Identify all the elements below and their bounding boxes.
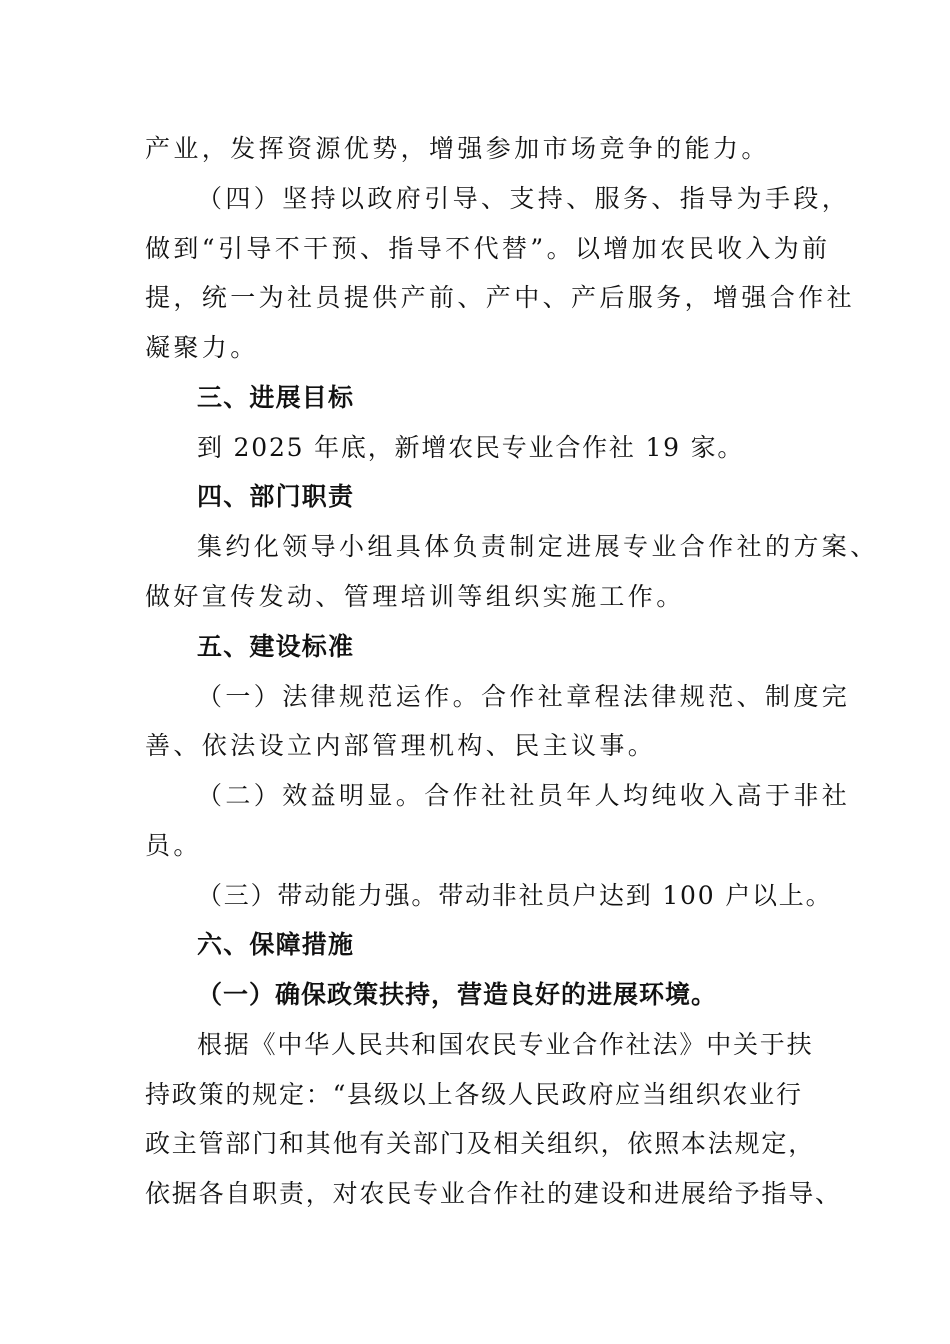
body-text-line: 做好宣传发动、管理培训等组织实施工作。 <box>145 582 685 611</box>
body-text-line: （四）坚持以政府引导、支持、服务、指导为手段， <box>197 184 851 213</box>
section-heading-standards: 五、建设标准 <box>197 632 355 661</box>
body-text-line: 产业，发挥资源优势，增强参加市场竞争的能力。 <box>145 134 770 163</box>
body-text-line: 员。 <box>145 831 202 860</box>
section-heading-duties: 四、部门职责 <box>197 482 355 511</box>
section-heading-measures: 六、保障措施 <box>197 930 355 959</box>
body-text-line: 凝聚力。 <box>145 333 259 362</box>
body-text-line: （一）法律规范运作。合作社章程法律规范、制度完 <box>197 682 851 711</box>
body-text-line: （三）带动能力强。带动非社员户达到 100 户以上。 <box>197 881 833 910</box>
body-text-line: 到 2025 年底，新增农民专业合作社 19 家。 <box>197 433 745 462</box>
body-text-line: 做到“引导不干预、指导不代替”。以增加农民收入为前 <box>145 234 831 263</box>
body-text-line: 提，统一为社员提供产前、产中、产后服务，增强合作社 <box>145 283 856 312</box>
section-heading-goals: 三、进展目标 <box>197 383 355 412</box>
body-text-line: 集约化领导小组具体负责制定进展专业合作社的方案、 <box>197 532 879 561</box>
subsection-heading-policy: （一）确保政策扶持，营造良好的进展环境。 <box>197 980 718 1009</box>
body-text-line: 根据《中华人民共和国农民专业合作社法》中关于扶 <box>197 1030 814 1059</box>
body-text-line: 依据各自职责，对农民专业合作社的建设和进展给予指导、 <box>145 1179 842 1208</box>
body-text-line: （二）效益明显。合作社社员年人均纯收入高于非社 <box>197 781 851 810</box>
body-text-line: 持政策的规定：“县级以上各级人民政府应当组织农业行 <box>145 1080 803 1109</box>
body-text-line: 政主管部门和其他有关部门及相关组织，依照本法规定， <box>145 1129 816 1158</box>
body-text-line: 善、依法设立内部管理机构、民主议事。 <box>145 731 657 760</box>
